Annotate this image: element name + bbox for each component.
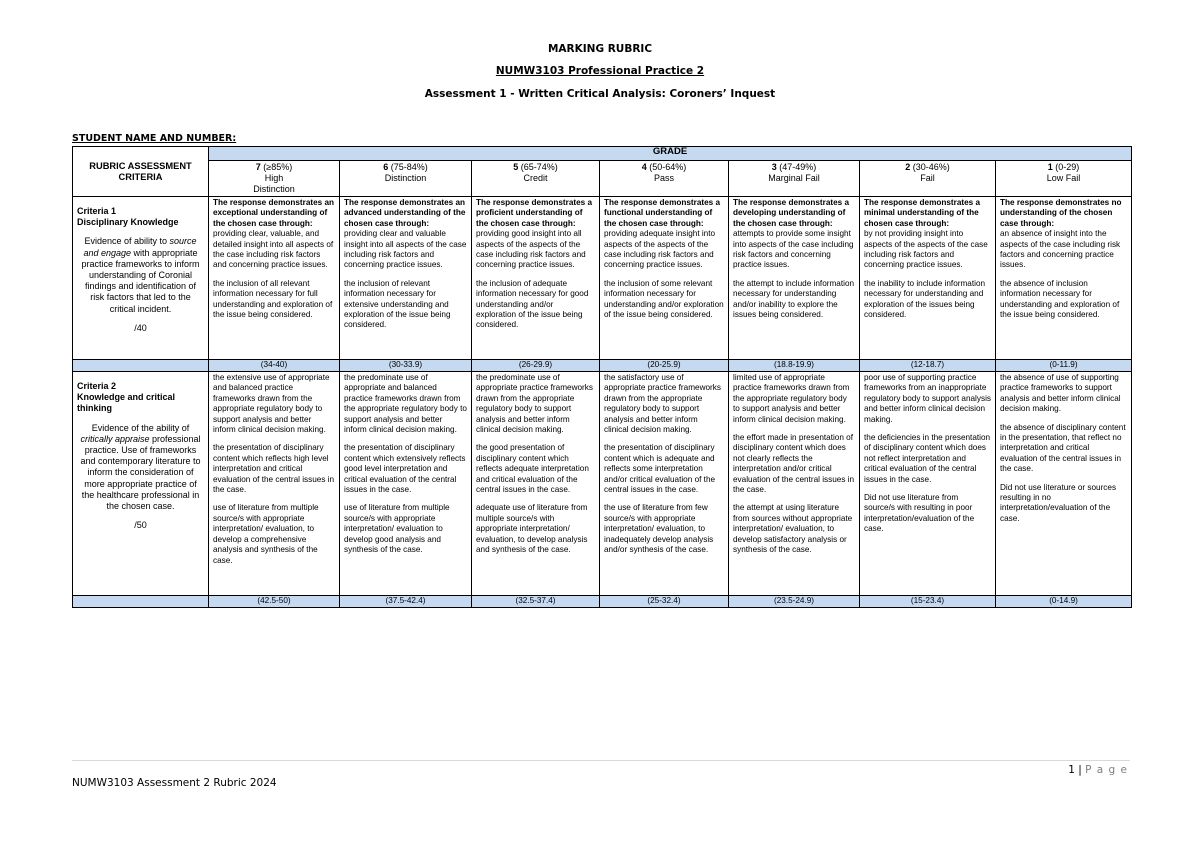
criteria-header: RUBRIC ASSESSMENT CRITERIA	[73, 147, 209, 197]
c2-cell-grade-2: poor use of supporting practice frameworks from an inappropriate regulatory body to support analysis and better inform clinical decision making. the deficiencies in the presentation of disciplinary content which does not reflect interpretation and critical evaluation of the central issues in the case. Did not use literature from source/s with resulting in poor interpretation/evaluation of the case.	[860, 372, 996, 596]
c1-cell-grade-4: The response demonstrates a functional understanding of the chosen case through: providing adequate insight into aspects of the aspects of the case including risk factors and concerning practice issues. the inclusion of some relevant information necessary for understanding and/or exploration of the issue being considered.	[600, 197, 729, 360]
c2-cell-grade-1: the absence of use of supporting practice frameworks to support analysis and better inform clinical decision making. the absence of disciplinary content in the presentation, that reflect no interpretation and critical evaluation of the central issues in the case. Did not use literature or sources resulting in no interpretation/evaluation of the case.	[996, 372, 1132, 596]
grade-5: 5 (65-74%) Credit	[472, 161, 600, 197]
grade-3: 3 (47-49%) Marginal Fail	[729, 161, 860, 197]
rubric-title: MARKING RUBRIC	[547, 43, 653, 55]
c1-cell-grade-1: The response demonstrates no understanding of the chosen case through: an absence of insight into the aspects of the case including risk factors and concerning practice issues. the absence of inclusion information necessary for understanding and exploration of the issue being considered.	[996, 197, 1132, 360]
c1-cell-grade-2: The response demonstrates a minimal understanding of the chosen case through: by not providing insight into aspects of the aspects of the case including risk factors and concerning practice issues. the inability to include information necessary for understanding and exploration of the issues being considered.	[860, 197, 996, 360]
c2-band-2: (15-23.4)	[860, 596, 996, 608]
c2-band-3: (23.5-24.9)	[729, 596, 860, 608]
criteria-1-marks-row	[73, 360, 1132, 372]
c1-cell-grade-3: The response demonstrates a developing understanding of the chosen case through: attempts to provide some insight into aspects of the case including risk factors and concerning practice issues. the attempt to include information necessary for understanding and/or inability to explore the issues being considered.	[729, 197, 860, 360]
footer-divider	[72, 760, 1130, 761]
criteria-1-cell: Criteria 1 Disciplinary Knowledge Evidence of ability to source and engage with appropriate practice frameworks to inform understanding of Coronial findings and identification of risk factors that led to the critical incident. /40	[73, 197, 209, 360]
c2-cell-grade-5: the predominate use of appropriate practice frameworks drawn from the appropriate regulatory body to support analysis and better inform clinical decision making. the good presentation of disciplinary content which reflects adequate interpretation and critical evaluation of the central issues in the case. adequate use of literature from multiple source/s with appropriate interpretation/ evaluation, to develop analysis and synthesis of the case.	[472, 372, 600, 596]
criteria-2-row	[73, 372, 1132, 596]
c2-band-6: (37.5-42.4)	[340, 596, 472, 608]
c2-band-5: (32.5-37.4)	[472, 596, 600, 608]
c2-cell-grade-6: the predominate use of appropriate and balanced practice frameworks drawn from the appropriate regulatory body to support analysis and better inform clinical decision making. the presentation of disciplinary content which extensively reflects good level interpretation and critical evaluation of the central issues in the case. use of literature from multiple source/s with appropriate interpretation/ evaluation to develop good analysis and synthesis of the case.	[340, 372, 472, 596]
c1-cell-grade-7: The response demonstrates an exceptional understanding of the chosen case through: providing clear, valuable, and detailed insight into all aspects of the case including risk factors and concerning practice issues. the inclusion of all relevant information necessary for full understanding and exploration of the issue being considered.	[209, 197, 340, 360]
c1-cell-grade-6: The response demonstrates an advanced understanding of the chosen case through: providing clear and valuable insight into all aspects of the case including risk factors and concerning practice issues. the inclusion of relevant information necessary for extensive understanding and exploration of the issue being considered.	[340, 197, 472, 360]
band-blank	[73, 360, 209, 372]
assessment-title: Assessment 1 - Written Critical Analysis: Coroners’ Inquest	[424, 88, 776, 100]
band-blank	[73, 596, 209, 608]
grade-2: 2 (30-46%) Fail	[860, 161, 996, 197]
rubric-table	[72, 146, 1132, 608]
student-name-label: STUDENT NAME AND NUMBER:	[72, 133, 237, 144]
c1-band-3: (18.8-19.9)	[729, 360, 860, 372]
grade-6: 6 (75-84%) Distinction	[340, 161, 472, 197]
c1-band-7: (34-40)	[209, 360, 340, 372]
criteria-1-row	[73, 197, 1132, 360]
grade-header: GRADE	[209, 147, 1132, 161]
criteria-2-cell: Criteria 2 Knowledge and critical thinking Evidence of the ability of critically appraise professional practice. Use of frameworks and contemporary literature to inform the consideration of more appropriate practice of the healthcare professional in the chosen case. /50	[73, 372, 209, 596]
c1-band-6: (30-33.9)	[340, 360, 472, 372]
c2-cell-grade-4: the satisfactory use of appropriate practice frameworks drawn from the appropriate regulatory body to support analysis and better inform clinical decision making. the presentation of disciplinary content which is adequate and reflects some interpretation and/or critical evaluation of the central issues in the case. the use of literature from few source/s with appropriate interpretation/ evaluation, to inadequately develop analysis and/or synthesis of the case.	[600, 372, 729, 596]
c2-cell-grade-3: limited use of appropriate practice frameworks drawn from the appropriate regulatory body to support analysis and better inform clinical decision making. the effort made in presentation of disciplinary content which does not clearly reflects the interpretation and/or critical evaluation of the central issues in the case. the attempt at using literature from sources without appropriate interpretation/ evaluation, to develop satisfactory analysis or synthesis of the case.	[729, 372, 860, 596]
c2-band-4: (25-32.4)	[600, 596, 729, 608]
criteria-2-marks: /50	[134, 520, 147, 531]
c1-cell-grade-5: The response demonstrates a proficient understanding of the chosen case through: providing good insight into all aspects of the aspects of the case including risk factors and concerning practice issues. the inclusion of adequate information necessary for good understanding and/or exploration of the issue being considered.	[472, 197, 600, 360]
c2-band-7: (42.5-50)	[209, 596, 340, 608]
page-number: 1 | P a g e	[1068, 764, 1128, 776]
c1-band-4: (20-25.9)	[600, 360, 729, 372]
course-title: NUMW3103 Professional Practice 2	[495, 65, 705, 77]
grade-row	[73, 161, 1132, 197]
c2-band-1: (0-14.9)	[996, 596, 1132, 608]
grade-4: 4 (50-64%) Pass	[600, 161, 729, 197]
criteria-1-marks: /40	[134, 322, 147, 333]
grade-1: 1 (0-29) Low Fail	[996, 161, 1132, 197]
footer-document-name: NUMW3103 Assessment 2 Rubric 2024	[72, 777, 277, 789]
c2-cell-grade-7: the extensive use of appropriate and balanced practice frameworks drawn from the appropriate regulatory body to support analysis and better inform clinical decision making. the presentation of disciplinary content which reflects high level interpretation and critical evaluation of the central issues in the case. use of literature from multiple source/s with appropriate interpretation/ evaluation, to develop a comprehensive analysis and synthesis of the case.	[209, 372, 340, 596]
criteria-2-marks-row	[73, 596, 1132, 608]
c1-band-1: (0-11.9)	[996, 360, 1132, 372]
grade-7: 7 (≥85%) High Distinction	[209, 161, 340, 197]
c1-band-2: (12-18.7)	[860, 360, 996, 372]
c1-band-5: (26-29.9)	[472, 360, 600, 372]
